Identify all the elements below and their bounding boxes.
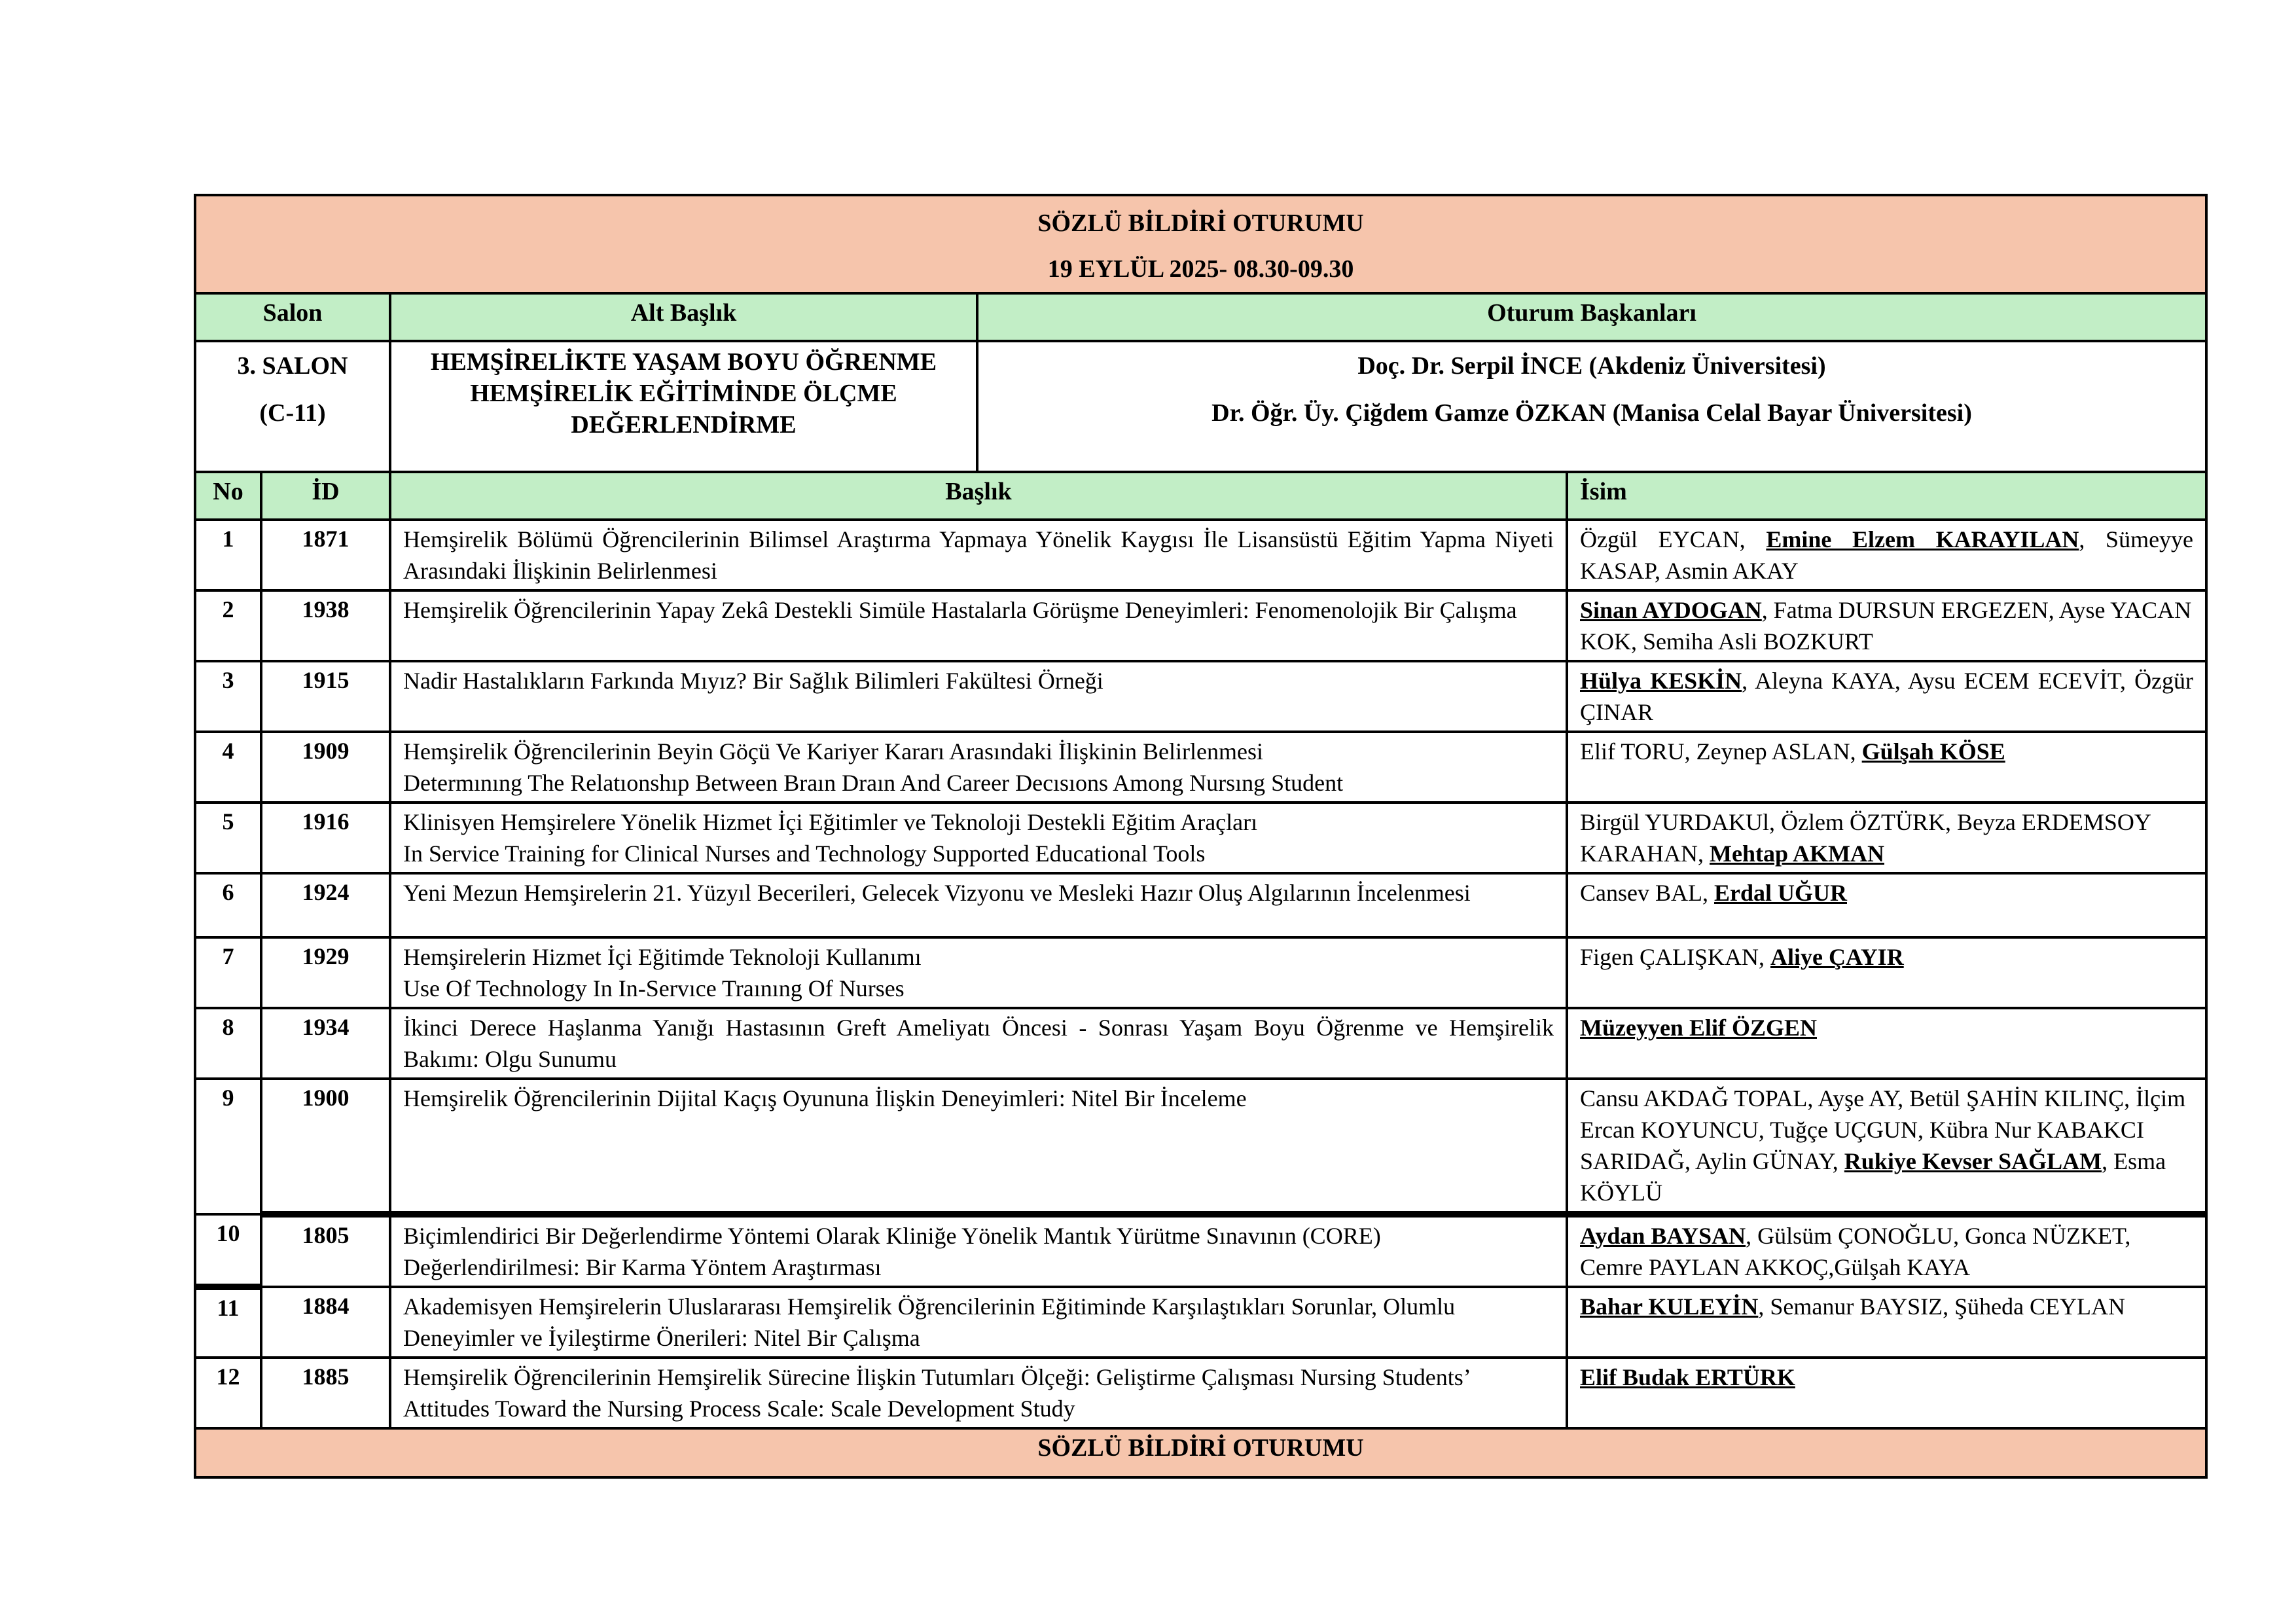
presenter-name: Müzeyyen Elif ÖZGEN: [1580, 1015, 1817, 1041]
row-id: 1909: [261, 732, 390, 803]
row-id: 1929: [261, 937, 390, 1008]
row-authors: [1567, 873, 2206, 937]
row-no: 7: [195, 937, 261, 1008]
row-no: 3: [195, 661, 261, 732]
row-id: 1805: [261, 1214, 390, 1287]
row-title: Nadir Hastalıkların Farkında Mıyız? Bir Sağlık Bilimleri Fakültesi Örneği: [390, 661, 1567, 732]
chair-2: Dr. Öğr. Üy. Çiğdem Gamze ÖZKAN (Manisa Celal Bayar Üniversitesi): [1211, 399, 1972, 427]
author-names: , Esma KÖYLÜ: [1580, 1148, 2166, 1206]
presenter-name: Mehtap AKMAN: [1710, 840, 1884, 867]
table-row: [195, 1358, 2206, 1428]
row-id: 1916: [261, 803, 390, 873]
row-id: 1900: [261, 1079, 390, 1214]
row-title: [390, 937, 1567, 1008]
row-title: [390, 732, 1567, 803]
row-title: Akademisyen Hemşirelerin Uluslararası Hemşirelik Öğrencilerinin Eğitiminde Karşılaştıkları Sorunlar, Olumlu Deneyimler ve İyileştirme Önerileri: Nitel Bir Çalışma: [390, 1287, 1567, 1358]
row-title: İkinci Derece Haşlanma Yanığı Hastasının Greft Ameliyatı Öncesi - Sonrası Yaşam Boyu Öğrenme ve Hemşirelik Bakımı: Olgu Sunumu: [390, 1008, 1567, 1079]
row-title: [390, 803, 1567, 873]
author-names: , Aleyna KAYA, Aysu ECEM ECEVİT, Özgür ÇINAR: [1580, 668, 2194, 725]
presenter-name: Sinan AYDOGAN: [1580, 597, 1762, 623]
info-header-row: [195, 293, 2206, 341]
row-authors: [1567, 1287, 2206, 1358]
id-header: İD: [261, 472, 390, 520]
author-names: , Fatma DURSUN ERGEZEN, Ayse YACAN KOK, Semiha Asli BOZKURT: [1580, 597, 2192, 655]
chairs-cell: [977, 341, 2206, 472]
title-en: In Service Training for Clinical Nurses and Technology Supported Educational Tools: [403, 840, 1206, 867]
table-row: [195, 590, 2206, 661]
isim-header: İsim: [1567, 472, 2206, 520]
row-no: 2: [195, 590, 261, 661]
row-no: 8: [195, 1008, 261, 1079]
table-row: [195, 1287, 2206, 1358]
row-authors: [1567, 1358, 2206, 1428]
row-authors: [1567, 590, 2206, 661]
table-header-row: [195, 472, 2206, 520]
table-row: [195, 732, 2206, 803]
author-names: Figen ÇALIŞKAN,: [1580, 944, 1771, 970]
row-no: 4: [195, 732, 261, 803]
row-title: Biçimlendirici Bir Değerlendirme Yöntemi Olarak Kliniğe Yönelik Mantık Yürütme Sınavının (CORE) Değerlendirilmesi: Bir Karma Yöntem Araştırması: [390, 1214, 1567, 1287]
presenter-name: Gülşah KÖSE: [1861, 738, 2005, 765]
title-en: Use Of Technology In In-Servıce Traınıng Of Nurses: [403, 975, 905, 1001]
author-names: Birgül YURDAKUl, Özlem ÖZTÜRK, Beyza ERDEMSOY KARAHAN,: [1580, 809, 2151, 867]
table-row: [195, 803, 2206, 873]
row-authors: [1567, 937, 2206, 1008]
row-no: 5: [195, 803, 261, 873]
row-id: 1934: [261, 1008, 390, 1079]
row-no: 6: [195, 873, 261, 937]
row-authors: [1567, 1079, 2206, 1214]
table-row: [195, 520, 2206, 590]
session-title: SÖZLÜ BİLDİRİ OTURUMU: [1037, 209, 1364, 237]
author-names: Elif TORU, Zeynep ASLAN,: [1580, 738, 1862, 765]
presenter-name: Aliye ÇAYIR: [1770, 944, 1904, 970]
session-table: [194, 194, 2208, 1479]
presenter-name: Aydan BAYSAN: [1580, 1223, 1746, 1249]
salon-cell: [195, 341, 390, 472]
chair-1: Doç. Dr. Serpil İNCE (Akdeniz Üniversitesi): [1357, 352, 1826, 380]
no-header: No: [195, 472, 261, 520]
row-title: Yeni Mezun Hemşirelerin 21. Yüzyıl Becerileri, Gelecek Vizyonu ve Mesleki Hazır Oluş Algılarının İncelenmesi: [390, 873, 1567, 937]
row-id: 1938: [261, 590, 390, 661]
table-row: [195, 661, 2206, 732]
presenter-name: Bahar KULEYİN: [1580, 1293, 1759, 1320]
author-names: , Semanur BAYSIZ, Şüheda CEYLAN: [1758, 1293, 2126, 1320]
title-tr: Hemşirelik Öğrencilerinin Beyin Göçü Ve Kariyer Kararı Arasındaki İlişkinin Belirlenmesi: [403, 738, 1263, 765]
author-names: Cansev BAL,: [1580, 880, 1714, 906]
row-authors: [1567, 1214, 2206, 1287]
salon-room: (C-11): [259, 399, 326, 427]
title-en: Determınıng The Relatıonshıp Between Braın Draın And Career Decısıons Among Nursıng Student: [403, 770, 1344, 796]
session-document: [194, 194, 2205, 1479]
row-id: 1924: [261, 873, 390, 937]
row-no: 9: [195, 1079, 261, 1214]
table-row: [195, 1079, 2206, 1214]
row-no: 10: [195, 1214, 261, 1287]
row-authors: [1567, 1008, 2206, 1079]
info-row: [195, 341, 2206, 472]
table-row: [195, 1214, 2206, 1287]
author-names: Özgül EYCAN,: [1580, 526, 1767, 552]
row-id: 1885: [261, 1358, 390, 1428]
session-title-row: [195, 195, 2206, 293]
baslik-header: Başlık: [390, 472, 1567, 520]
session-title-cell: [195, 195, 2206, 293]
presenter-name: Rukiye Kevser SAĞLAM: [1844, 1148, 2102, 1174]
alt-baslik-cell: HEMŞİRELİKTE YAŞAM BOYU ÖĞRENME HEMŞİRELİK EĞİTİMİNDE ÖLÇME DEĞERLENDİRME: [390, 341, 977, 472]
salon-name: 3. SALON: [237, 352, 348, 380]
presenter-name: Erdal UĞUR: [1713, 880, 1847, 906]
row-title: Hemşirelik Öğrencilerinin Yapay Zekâ Destekli Simüle Hastalarla Görüşme Deneyimleri: Fenomenolojik Bir Çalışma: [390, 590, 1567, 661]
presenter-name: Hülya KESKİN: [1580, 668, 1742, 694]
session-date-time: 19 EYLÜL 2025- 08.30-09.30: [1047, 255, 1354, 283]
author-names: , Gülsüm ÇONOĞLU, Gonca NÜZKET, Cemre PAYLAN AKKOÇ,Gülşah KAYA: [1580, 1223, 2131, 1280]
footer-row: [195, 1428, 2206, 1477]
table-row: [195, 937, 2206, 1008]
row-authors: [1567, 661, 2206, 732]
row-title: Hemşirelik Bölümü Öğrencilerinin Bilimsel Araştırma Yapmaya Yönelik Kaygısı İle Lisansüstü Eğitim Yapma Niyeti Arasındaki İlişkinin Belirlenmesi: [390, 520, 1567, 590]
row-no: 12: [195, 1358, 261, 1428]
chairs-header: Oturum Başkanları: [977, 293, 2206, 341]
row-id: 1871: [261, 520, 390, 590]
row-authors: [1567, 732, 2206, 803]
footer-title: SÖZLÜ BİLDİRİ OTURUMU: [195, 1428, 2206, 1477]
alt-baslik-header: Alt Başlık: [390, 293, 977, 341]
title-tr: Hemşirelerin Hizmet İçi Eğitimde Teknoloji Kullanımı: [403, 944, 922, 970]
row-authors: [1567, 520, 2206, 590]
row-no: 11: [195, 1287, 261, 1358]
row-title: Hemşirelik Öğrencilerinin Dijital Kaçış Oyununa İlişkin Deneyimleri: Nitel Bir İnceleme: [390, 1079, 1567, 1214]
author-names: Cansu AKDAĞ TOPAL, Ayşe AY, Betül ŞAHİN KILINÇ, İlçim Ercan KOYUNCU, Tuğçe UÇGUN, Kübra Nur KABAKCI SARIDAĞ, Aylin GÜNAY,: [1580, 1085, 2186, 1174]
row-id: 1884: [261, 1287, 390, 1358]
table-row: [195, 1008, 2206, 1079]
row-title: Hemşirelik Öğrencilerinin Hemşirelik Sürecine İlişkin Tutumları Ölçeği: Geliştirme Çalışması Nursing Students’ Attitudes Toward the Nursing Process Scale: Scale Development Study: [390, 1358, 1567, 1428]
salon-header: Salon: [195, 293, 390, 341]
presenter-name: Emine Elzem KARAYILAN: [1766, 526, 2079, 552]
row-no: 1: [195, 520, 261, 590]
title-tr: Klinisyen Hemşirelere Yönelik Hizmet İçi Eğitimler ve Teknoloji Destekli Eğitim Araçları: [403, 809, 1258, 835]
row-authors: [1567, 803, 2206, 873]
author-names: , Sümeyye KASAP, Asmin AKAY: [1580, 526, 2194, 584]
row-id: 1915: [261, 661, 390, 732]
table-row: [195, 873, 2206, 937]
presenter-name: Elif Budak ERTÜRK: [1580, 1364, 1795, 1390]
